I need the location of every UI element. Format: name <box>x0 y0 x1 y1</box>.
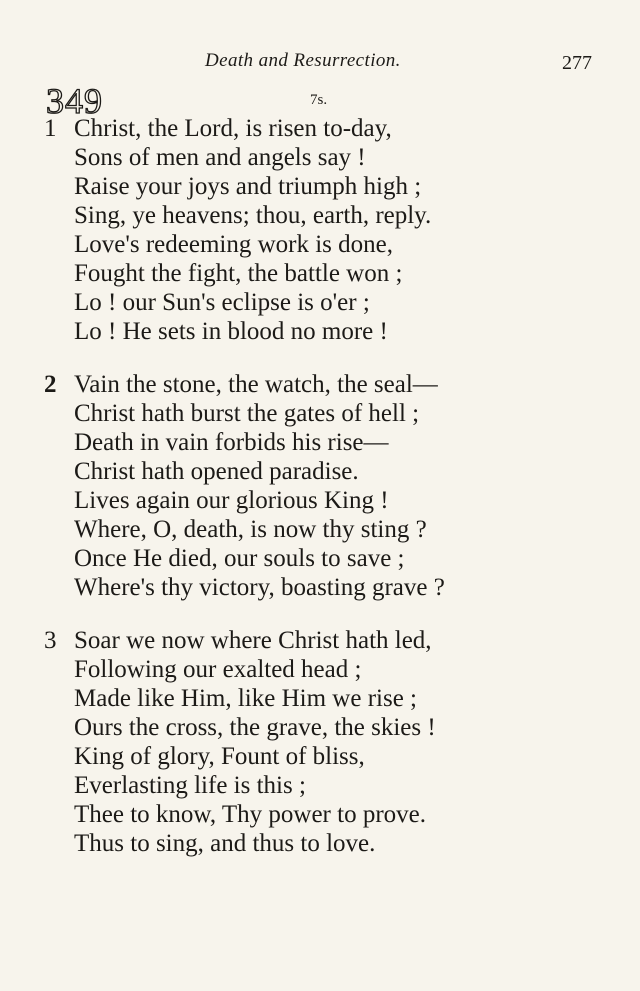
line-text: Fought the fight, the battle won ; <box>74 260 403 287</box>
page-number: 277 <box>562 52 592 74</box>
line-text: Everlasting life is this ; <box>74 772 306 799</box>
line-text: Ours the cross, the grave, the skies ! <box>74 714 436 741</box>
line-text: Lo ! He sets in blood no more ! <box>74 318 388 345</box>
line-text: Lo ! our Sun's eclipse is o'er ; <box>74 289 370 316</box>
stanza-line <box>40 201 630 230</box>
stanza-line <box>40 399 630 428</box>
line-text: Christ, the Lord, is risen to-day, <box>74 115 392 142</box>
stanza-line <box>40 288 630 317</box>
line-text: Following our exalted head ; <box>74 656 362 683</box>
line-text: Made like Him, like Him we rise ; <box>74 685 417 712</box>
stanza-1 <box>40 114 630 346</box>
verse-number: 1 <box>44 115 57 142</box>
running-title: Death and Resurrection. <box>205 50 401 71</box>
stanza-line <box>40 771 630 800</box>
stanza-line <box>40 172 630 201</box>
line-text: Thus to sing, and thus to love. <box>74 830 376 857</box>
stanza-line <box>40 515 630 544</box>
line-text: Sons of men and angels say ! <box>74 144 366 171</box>
line-text: Christ hath opened paradise. <box>74 458 359 485</box>
stanza-line <box>40 684 630 713</box>
line-text: Lives again our glorious King ! <box>74 487 389 514</box>
line-text: Sing, ye heavens; thou, earth, reply. <box>74 202 432 229</box>
line-text: Christ hath burst the gates of hell ; <box>74 400 420 427</box>
line-text: Thee to know, Thy power to prove. <box>74 801 427 828</box>
stanza-line <box>40 486 630 515</box>
line-text: Death in vain forbids his rise— <box>74 429 389 456</box>
stanza-line <box>40 457 630 486</box>
line-text: Vain the stone, the watch, the seal— <box>74 371 438 398</box>
stanza-3 <box>40 626 630 858</box>
stanza-line <box>40 829 630 858</box>
stanza-line <box>40 655 630 684</box>
stanza-line <box>40 230 630 259</box>
verse-number: 3 <box>44 627 57 654</box>
line-text: Where, O, death, is now thy sting ? <box>74 516 427 543</box>
line-text: Where's thy victory, boasting grave ? <box>74 574 445 601</box>
line-text: Soar we now where Christ hath led, <box>74 627 432 654</box>
stanza-line <box>40 428 630 457</box>
stanza-line <box>40 626 630 655</box>
verse-number: 2 <box>44 371 57 398</box>
stanza-line <box>40 317 630 346</box>
running-head <box>0 48 640 76</box>
line-text: King of glory, Fount of bliss, <box>74 743 365 770</box>
stanza-line <box>40 800 630 829</box>
stanza-2 <box>40 370 630 602</box>
stanza-line <box>40 143 630 172</box>
hymn-number: 349 <box>46 81 103 121</box>
stanza-line <box>40 259 630 288</box>
stanza-line <box>40 742 630 771</box>
hymn-meter: 7s. <box>310 92 328 108</box>
line-text: Love's redeeming work is done, <box>74 231 394 258</box>
stanza-line <box>40 370 630 399</box>
line-text: Once He died, our souls to save ; <box>74 545 405 572</box>
stanza-line <box>40 544 630 573</box>
stanza-line <box>40 713 630 742</box>
stanza-line <box>40 114 630 143</box>
stanza-line <box>40 573 630 602</box>
line-text: Raise your joys and triumph high ; <box>74 173 422 200</box>
